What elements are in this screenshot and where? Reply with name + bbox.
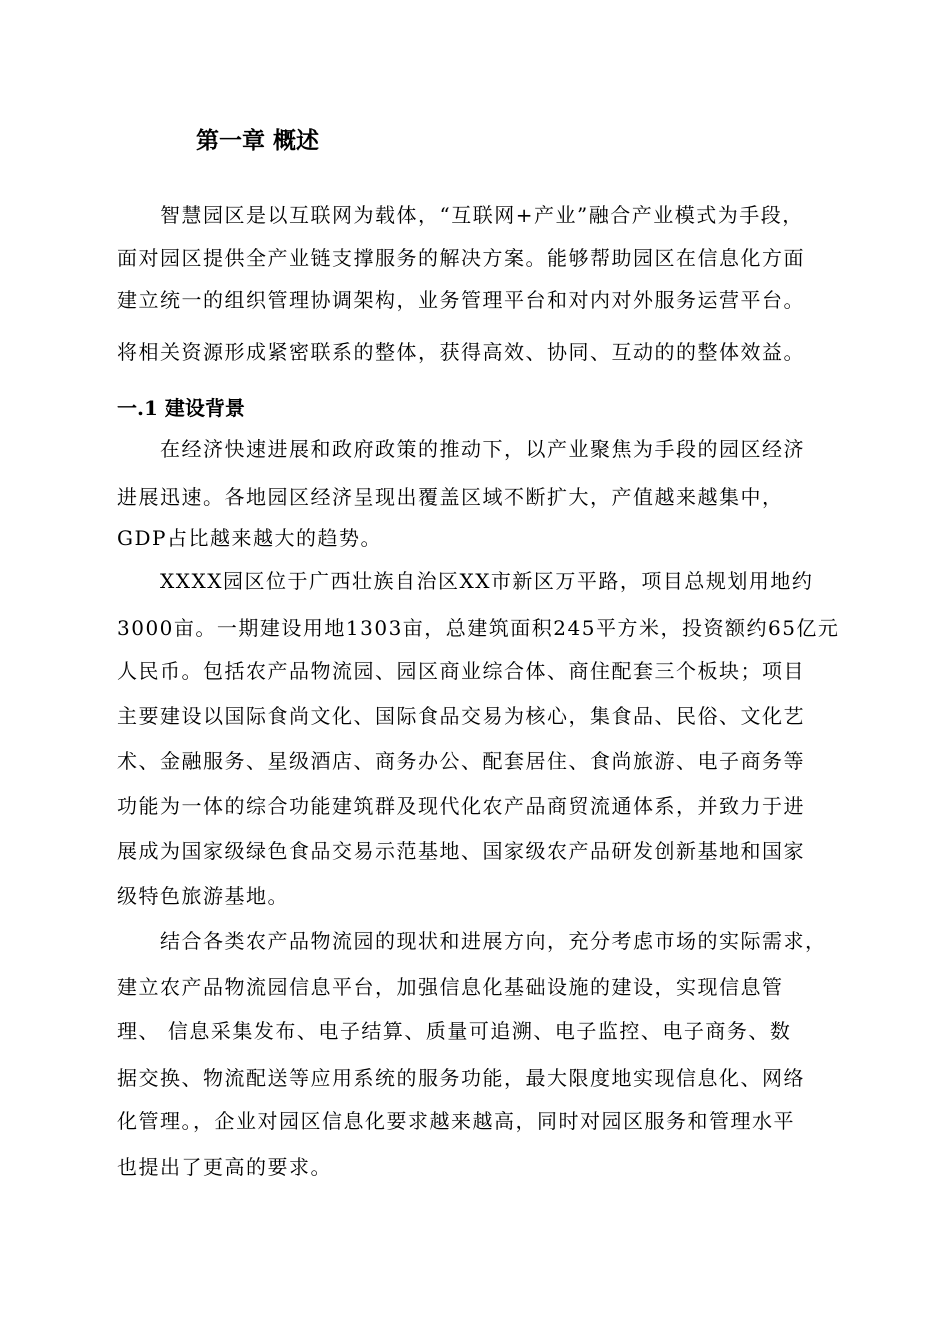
paragraph-line: GDP占比越来越大的趋势。 bbox=[117, 526, 382, 550]
intro-line: 将相关资源形成紧密联系的整体，获得高效、协同、互动的的整体效益。 bbox=[117, 340, 805, 364]
paragraph-line: XXXX园区位于广西壮族自治区XX市新区万平路，项目总规划用地约 bbox=[160, 569, 814, 593]
paragraph-line: 也提出了更高的要求。 bbox=[117, 1155, 332, 1179]
paragraph-line: 主要建设以国际食尚文化、国际食品交易为核心，集食品、民俗、文化艺 bbox=[117, 704, 805, 728]
paragraph-line: 理、 信息采集发布、电子结算、质量可追溯、电子监控、电子商务、数 bbox=[117, 1019, 792, 1043]
intro-line: 面对园区提供全产业链支撑服务的解决方案。能够帮助园区在信息化方面 bbox=[117, 246, 805, 270]
paragraph-line: 进展迅速。各地园区经济呈现出覆盖区域不断扩大，产值越来越集中， bbox=[117, 485, 784, 509]
intro-line: 智慧园区是以互联网为载体，“互联网+产业”融合产业模式为手段， bbox=[160, 203, 804, 227]
paragraph-line: 术、金融服务、星级酒店、商务办公、配套居住、食尚旅游、电子商务等 bbox=[117, 749, 805, 773]
paragraph-line: 人民币。包括农产品物流园、园区商业综合体、商住配套三个板块；项目 bbox=[117, 659, 805, 683]
paragraph-line: 结合各类农产品物流园的现状和进展方向，充分考虑市场的实际需求， bbox=[160, 929, 827, 953]
paragraph-line: 建立农产品物流园信息平台，加强信息化基础设施的建设，实现信息管 bbox=[117, 975, 784, 999]
intro-line: 建立统一的组织管理协调架构，业务管理平台和对内对外服务运营平台。 bbox=[117, 288, 805, 312]
paragraph-line: 功能为一体的综合功能建筑群及现代化农产品商贸流通体系，并致力于进 bbox=[117, 794, 805, 818]
paragraph-line: 展成为国家级绿色食品交易示范基地、国家级农产品研发创新基地和国家 bbox=[117, 839, 805, 863]
paragraph-line: 据交换、物流配送等应用系统的服务功能，最大限度地实现信息化、网络 bbox=[117, 1066, 805, 1090]
section-heading: 一.1 建设背景 bbox=[117, 396, 245, 420]
paragraph-line: 化管理。，企业对园区信息化要求越来越高，同时对园区服务和管理水平 bbox=[117, 1109, 795, 1133]
paragraph-line: 在经济快速进展和政府政策的推动下，以产业聚焦为手段的园区经济 bbox=[160, 437, 805, 461]
paragraph-line: 3000亩。一期建设用地1303亩，总建筑面积245平方米，投资额约65亿元 bbox=[117, 616, 840, 640]
chapter-title: 第一章 概述 bbox=[196, 127, 320, 154]
paragraph-line: 级特色旅游基地。 bbox=[117, 884, 289, 908]
